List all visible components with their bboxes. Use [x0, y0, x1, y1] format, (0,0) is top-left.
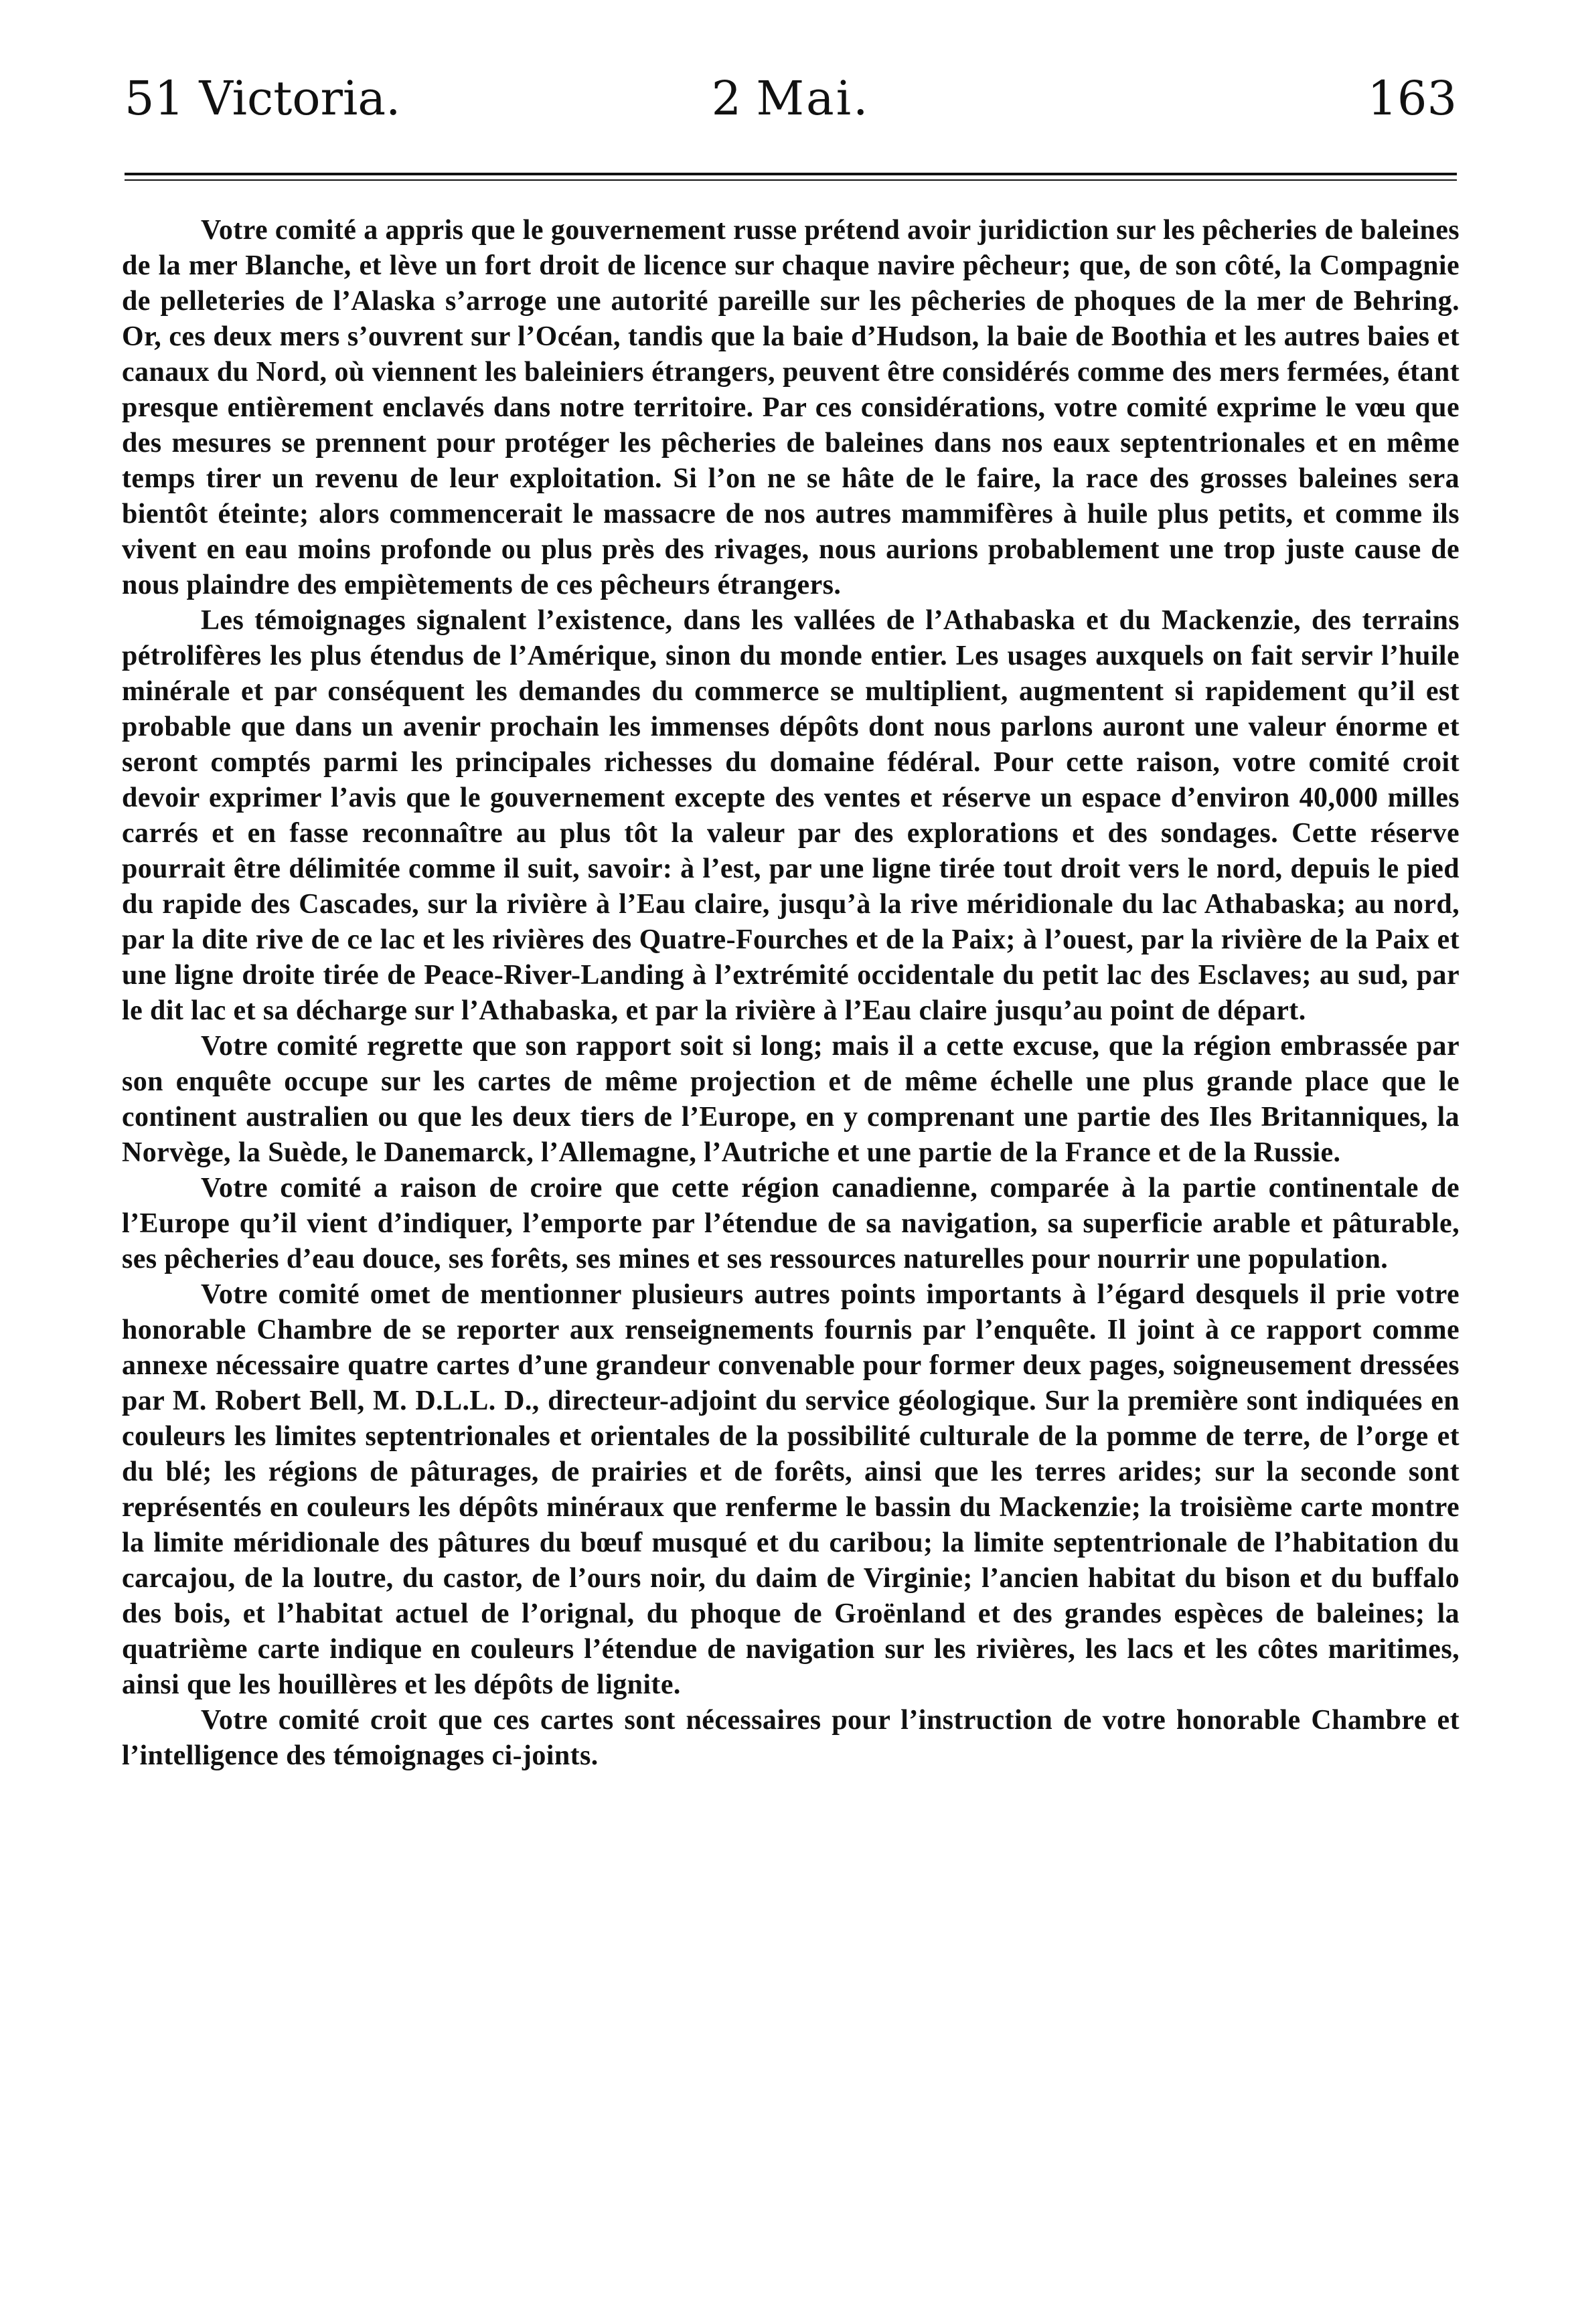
paragraph-petroleum-reserve: Les témoignages signalent l’existence, dans les vallées de l’Athabaska et du Mackenzie, des terrains pétrolifères les plus étendus de l’Amérique, sinon du monde entier. Les usages auxquels on fait servir l’huile minérale et par conséquent les demandes du commerce se multiplient, augmentent si rapidement qu’il est probable que dans un avenir prochain les immenses dépôts dont nous parlons auront une valeur énorme et seront comptés parmi les principales richesses du domaine fédéral. Pour cette raison, votre comité croit devoir exprimer l’avis que le gouvernement excepte des ventes et réserve un espace d’environ 40,000 milles carrés et en fasse reconnaître au plus tôt la valeur par des explorations et des sondages. Cette réserve pourrait être délimitée comme il suit, savoir: à l’est, par une ligne tirée tout droit vers le nord, depuis le pied du rapide des Cascades, sur la rivière à l’Eau claire, jusqu’à la rive méridionale du lac Athabaska; au nord, par la dite rive de ce lac et les rivières des Quatre-Fourches et de la Paix; à l’ouest, par la rivière de la Paix et une ligne droite tirée de Peace-River-Landing à l’extrémité occidentale du petit lac des Esclaves; au sud, par le dit lac et sa décharge sur l’Athabaska, et par la rivière à l’Eau claire jusqu’au point de départ.: [122, 605, 1460, 1026]
paragraph-region-comparison: Votre comité a raison de croire que cette région canadienne, comparée à la partie continentale de l’Europe qu’il vient d’indiquer, l’emporte par l’étendue de sa navigation, sa superficie arable et pâturable, ses pêcheries d’eau douce, ses forêts, ses mines et ses ressources naturelles pour nourrir une population.: [122, 1173, 1460, 1274]
date-day: 2: [711, 71, 742, 126]
paragraph-maps-necessary: Votre comité croit que ces cartes sont nécessaires pour l’instruction de votre honorable Chambre et l’intelligence des témoignages ci-joints.: [122, 1705, 1460, 1771]
session-label: 51 Victoria.: [125, 71, 401, 126]
paragraph-whale-fisheries: Votre comité a appris que le gouvernement russe prétend avoir juridiction sur les pêcheries de baleines de la mer Blanche, et lève un fort droit de licence sur chaque navire pêcheur; que, de son côté, la Compagnie de pelleteries de l’Alaska s’arroge une autorité pareille sur les pêcheries de phoques de la mer de Behring. Or, ces deux mers s’ouvrent sur l’Océan, tandis que la baie d’Hudson, la baie de Boothia et les autres baies et canaux du Nord, où viennent les baleiniers étrangers, peuvent être considérés comme des mers fermées, étant presque entièrement enclavés dans notre territoire. Par ces considérations, votre comité exprime le vœu que des mesures se prennent pour protéger les pêcheries de baleines dans nos eaux septentrionales et en même temps tirer un revenu de leur exploitation. Si l’on ne se hâte de le faire, la race des grosses baleines sera bientôt éteinte; alors commencerait le massacre de nos autres mammifères à huile plus petits, et comme ils vivent en eau moins profonde ou plus près des rivages, nous aurions probablement une trop juste cause de nous plaindre des empiètements de ces pêcheurs étrangers.: [122, 215, 1460, 600]
body-text: [122, 213, 1460, 1774]
page-number: 163: [1367, 71, 1457, 126]
date-month: Mai.: [756, 71, 870, 126]
page-header: [125, 62, 1457, 135]
date-label: [125, 62, 1457, 135]
paragraph-maps-annex: Votre comité omet de mentionner plusieurs autres points importants à l’égard desquels il prie votre honorable Chambre de se reporter aux renseignements fournis par l’enquête. Il joint à ce rapport comme annexe nécessaire quatre cartes d’une grandeur convenable pour former deux pages, soigneusement dressées par M. Robert Bell, M. D.L.L. D., directeur-adjoint du service géologique. Sur la première sont indiquées en couleurs les limites septentrionales et orientales de la possibilité culturale de la pomme de terre, de l’orge et du blé; les régions de pâturages, de prairies et de forêts, ainsi que les terres arides; sur la seconde sont représentés en couleurs les dépôts minéraux que renferme le bassin du Mackenzie; la troisième carte montre la limite méridionale des pâtures du bœuf musqué et du caribou; la limite septentrionale de l’habitation du carcajou, de la loutre, du castor, de l’ours noir, du daim de Virginie; l’ancien habitat du bison et du buffalo des bois, et l’habitat actuel de l’orignal, du phoque de Groënland et des grandes espèces de baleines; la quatrième carte indique en couleurs l’étendue de navigation sur les rivières, les lacs et les côtes maritimes, ainsi que les houillères et les dépôts de lignite.: [122, 1279, 1460, 1700]
paragraph-report-length: Votre comité regrette que son rapport soit si long; mais il a cette excuse, que la région embrassée par son enquête occupe sur les cartes de même projection et de même échelle une plus grande place que le continent australien ou que les deux tiers de l’Europe, en y comprenant une partie des Iles Britanniques, la Norvège, la Suède, le Danemarck, l’Allemagne, l’Autriche et une partie de la France et de la Russie.: [122, 1031, 1460, 1168]
header-rule-thick: [125, 173, 1457, 175]
header-rule-thin: [125, 179, 1457, 181]
